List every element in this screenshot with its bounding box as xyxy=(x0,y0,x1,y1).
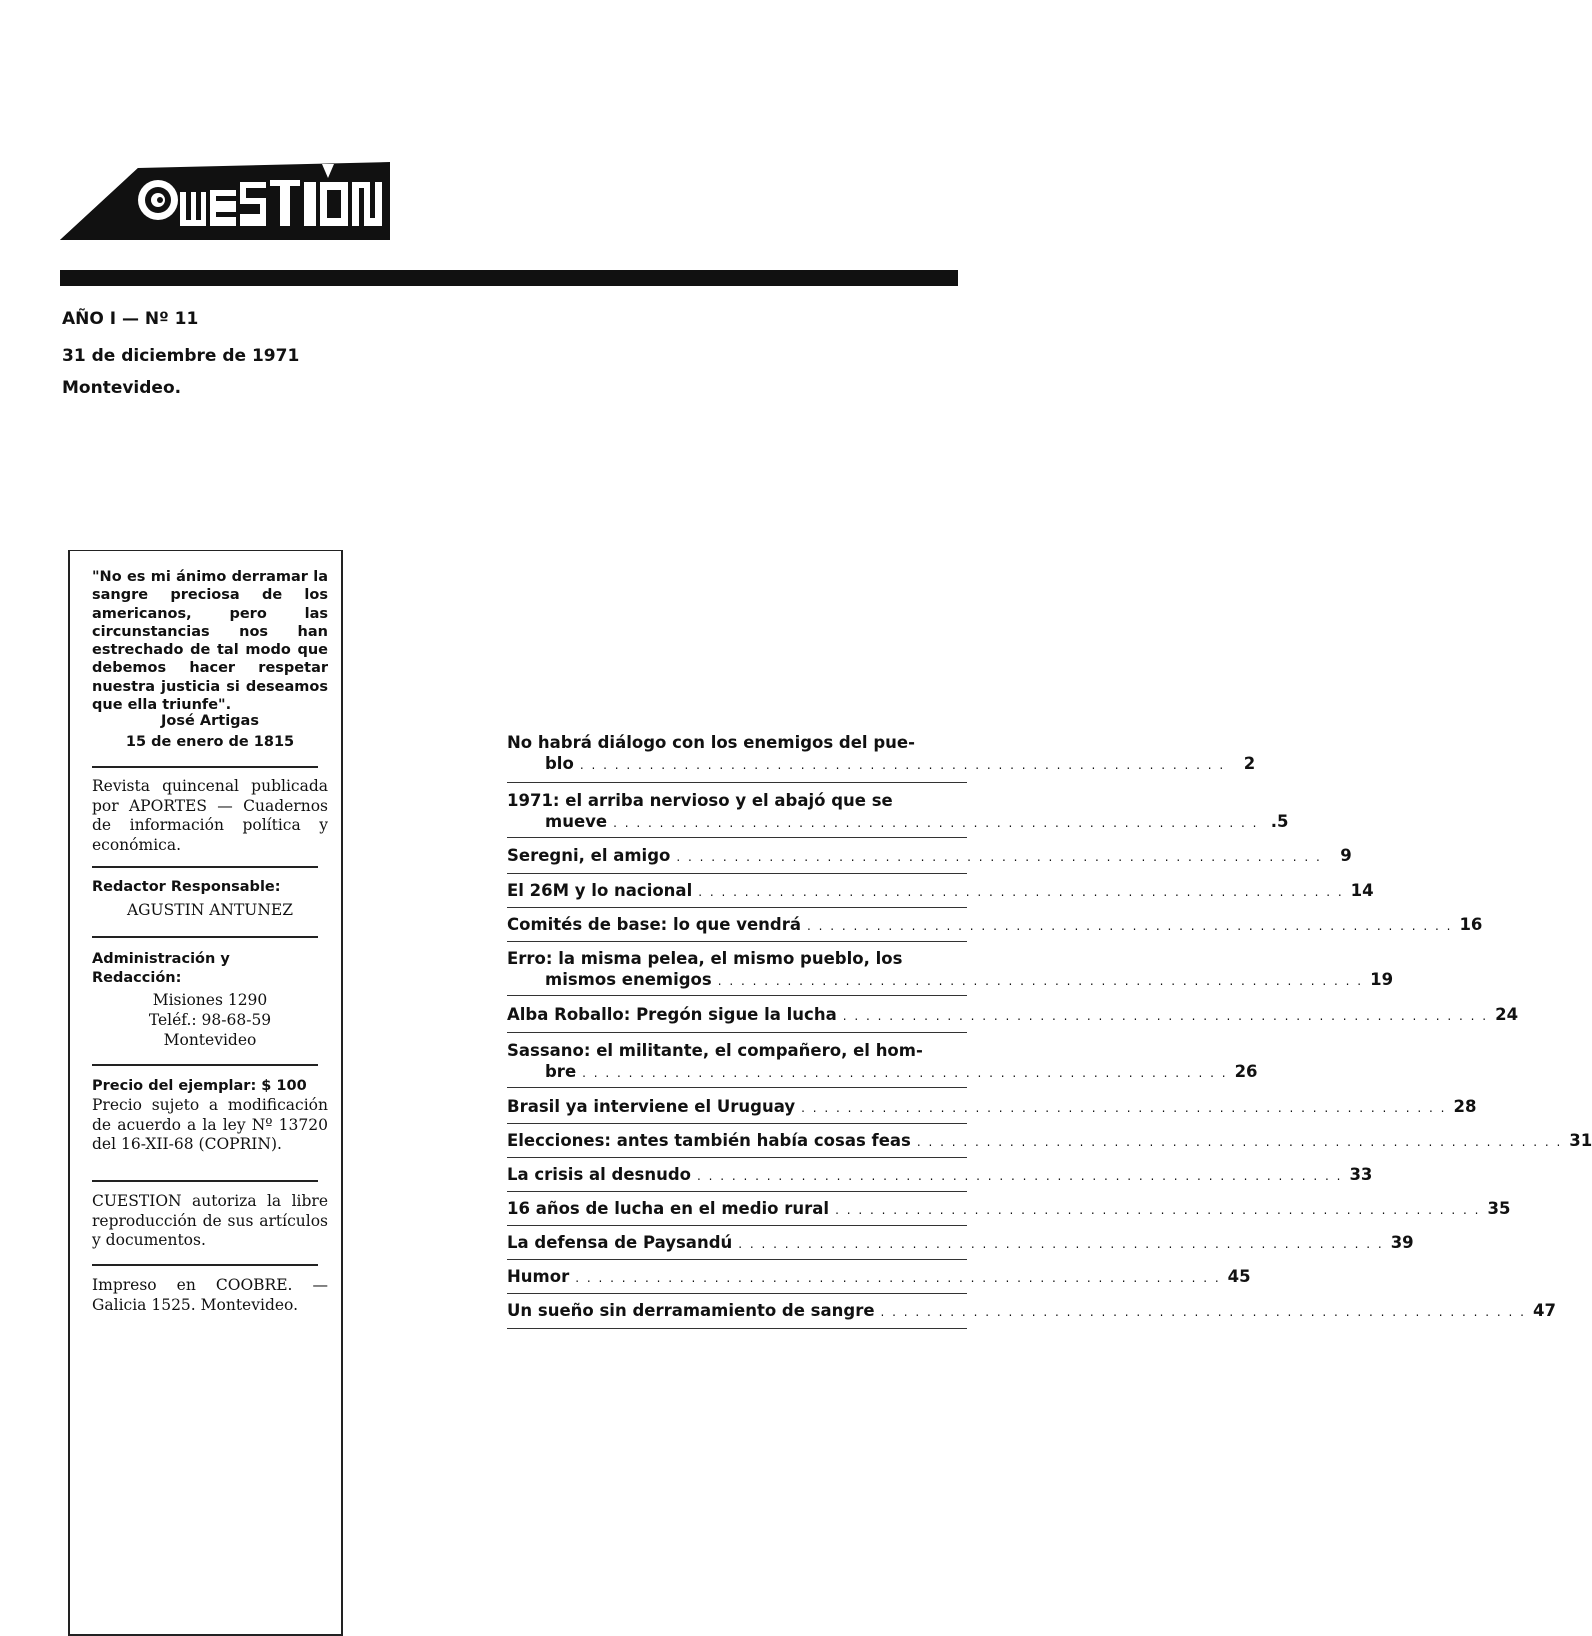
admin-address: Misiones 1290 xyxy=(152,991,268,1009)
toc-page-number: .5 xyxy=(1270,812,1289,831)
toc-page-number: 19 xyxy=(1370,970,1394,989)
info-box-left-border xyxy=(68,550,70,1635)
issue-date: 31 de diciembre de 1971 xyxy=(62,346,300,366)
toc-entry-title: Sassano: el militante, el compañero, el hom- xyxy=(507,1041,923,1060)
toc-leader-dots: . . . . . . . . . . . . . . . . . . . . . . . . . . . . . . . . . . . . . . . . . . . . . . . . . . . . . . . . xyxy=(807,919,1453,933)
toc-page-number: 33 xyxy=(1349,1165,1373,1184)
divider xyxy=(92,1264,318,1266)
toc-divider xyxy=(507,1032,967,1033)
price-label: Precio del ejemplar: $ 100 xyxy=(92,1078,307,1094)
toc-entry-title: Brasil ya interviene el Uruguay xyxy=(507,1097,796,1116)
toc-entry-title: Erro: la misma pelea, el mismo pueblo, los xyxy=(507,949,903,968)
toc-leader-dots: . . . . . . . . . . . . . . . . . . . . . . . . . . . . . . . . . . . . . . . . . . . . . . . . . . . . . . . . xyxy=(916,1135,1563,1149)
toc-leader-dots: . . . . . . . . . . . . . . . . . . . . . . . . . . . . . . . . . . . . . . . . . . . . . . . . . . . . . . . . xyxy=(801,1101,1447,1115)
toc-divider xyxy=(507,1225,967,1226)
toc-entry xyxy=(507,914,1483,937)
toc-entry-title: La defensa de Paysandú xyxy=(507,1233,733,1252)
toc-leader-dots: . . . . . . . . . . . . . . . . . . . . . . . . . . . . . . . . . . . . . . . . . . . . . . . . . . . . . . . . xyxy=(698,885,1344,899)
toc-leader-dots: . . . . . . . . . . . . . . . . . . . . . . . . . . . . . . . . . . . . . . . . . . . . . . . . . . . . . . . . xyxy=(842,1009,1489,1023)
toc-leader-dots: . . . . . . . . . . . . . . . . . . . . . . . . . . . . . . . . . . . . . . . . . . . . . . . . . . . . . . . . xyxy=(697,1169,1343,1183)
toc-divider xyxy=(507,1123,967,1124)
toc-entry-title: blo xyxy=(545,754,574,773)
toc-page-number: 2 xyxy=(1243,754,1256,773)
toc-leader-dots: . . . . . . . . . . . . . . . . . . . . . . . . . . . . . . . . . . . . . . . . . . . . . . . . . . . . . . . . xyxy=(717,974,1364,988)
toc-entry-title: Alba Roballo: Pregón sigue la lucha xyxy=(507,1005,837,1024)
toc-leader-dots: . . . . . . . . . . . . . . . . . . . . . . . . . . . . . . . . . . . . . . . . . . . . . . . . . . . . . . . . xyxy=(582,1066,1228,1080)
divider xyxy=(92,936,318,938)
toc-entry xyxy=(507,1130,1592,1153)
toc-entry-title: Un sueño sin derramamiento de sangre xyxy=(507,1301,875,1320)
toc-entry-title: mismos enemigos xyxy=(545,970,712,989)
toc-entry-title: El 26M y lo nacional xyxy=(507,881,693,900)
logo-graphic xyxy=(60,160,390,246)
toc-leader-dots: . . . . . . . . . . . . . . . . . . . . . . . . . . . . . . . . . . . . . . . . . . . . . . . . . . . . . . . . xyxy=(579,758,1226,772)
admin-city: Montevideo xyxy=(163,1031,257,1049)
toc-page-number: 35 xyxy=(1487,1199,1511,1218)
toc-divider xyxy=(507,873,967,874)
toc-page-number: 9 xyxy=(1340,846,1352,865)
info-box-right-border xyxy=(341,550,343,1635)
toc-leader-dots: . . . . . . . . . . . . . . . . . . . . . . . . . . . . . . . . . . . . . . . . . . . . . . . . . . . . . . . . xyxy=(880,1305,1526,1319)
divider xyxy=(92,866,318,868)
divider xyxy=(92,1180,318,1182)
issue-number: AÑO I — Nº 11 xyxy=(62,309,199,329)
divider xyxy=(92,1064,318,1066)
quote-author: José Artigas xyxy=(161,713,259,729)
toc-entry xyxy=(507,790,1289,834)
toc-leader-dots: . . . . . . . . . . . . . . . . . . . . . . . . . . . . . . . . . . . . . . . . . . . . . . . . . . . . . . . . xyxy=(613,816,1259,830)
toc-divider xyxy=(507,941,967,942)
toc-divider xyxy=(507,1328,967,1329)
toc-entry-title: La crisis al desnudo xyxy=(507,1165,692,1184)
toc-entry-title: Comités de base: lo que vendrá xyxy=(507,915,801,934)
info-box-bottom-border xyxy=(68,1634,343,1636)
toc-entry-title: 16 años de lucha en el medio rural xyxy=(507,1199,830,1218)
editor-label: Redactor Responsable: xyxy=(92,879,281,895)
toc-divider xyxy=(507,1157,967,1158)
toc-entry xyxy=(507,1096,1477,1119)
toc-entry xyxy=(507,732,1256,776)
toc-leader-dots: . . . . . . . . . . . . . . . . . . . . . . . . . . . . . . . . . . . . . . . . . . . . . . . . . . . . . . . . xyxy=(738,1237,1384,1251)
toc-entry-title: mueve xyxy=(545,812,608,831)
toc-entry-title: Seregni, el amigo xyxy=(507,846,671,865)
toc-entry xyxy=(507,1300,1556,1323)
toc-entry-title: Elecciones: antes también había cosas feas xyxy=(507,1131,911,1150)
divider xyxy=(92,766,318,768)
toc-entry xyxy=(507,845,1352,868)
toc-divider xyxy=(507,995,967,996)
toc-page-number: 14 xyxy=(1350,881,1374,900)
toc-entry xyxy=(507,1040,1258,1084)
toc-entry-title: No habrá diálogo con los enemigos del pue- xyxy=(507,733,915,752)
toc-page-number: 31 xyxy=(1569,1131,1592,1150)
toc-entry xyxy=(507,948,1394,992)
editor-name: AGUSTIN ANTUNEZ xyxy=(126,901,293,919)
toc-page-number: 26 xyxy=(1234,1062,1258,1081)
toc-entry xyxy=(507,1004,1519,1027)
toc-divider xyxy=(507,1087,967,1088)
admin-phone: Teléf.: 98-68-59 xyxy=(148,1011,272,1029)
toc-entry-title: bre xyxy=(545,1062,577,1081)
toc-divider xyxy=(507,907,967,908)
toc-entry xyxy=(507,1164,1373,1187)
toc-page-number: 28 xyxy=(1453,1097,1477,1116)
issue-city: Montevideo. xyxy=(62,378,182,398)
publisher-note: Revista quincenal publicada por APORTES — Cuadernos de información política y económica. xyxy=(92,777,328,854)
toc-page-number: 16 xyxy=(1459,915,1483,934)
toc-page-number: 24 xyxy=(1495,1005,1519,1024)
reproduction-note: CUESTION autoriza la libre reproducción de sus artículos y documentos. xyxy=(92,1192,328,1249)
toc-divider xyxy=(507,1191,967,1192)
toc-divider xyxy=(507,1259,967,1260)
toc-entry xyxy=(507,1232,1414,1255)
toc-leader-dots: . . . . . . . . . . . . . . . . . . . . . . . . . . . . . . . . . . . . . . . . . . . . . . . . . . . . . . . . xyxy=(676,850,1322,864)
toc-entry xyxy=(507,1266,1251,1289)
masthead-logo xyxy=(60,160,390,246)
toc-divider xyxy=(507,1293,967,1294)
toc-entry-title: 1971: el arriba nervioso y el abajó que se xyxy=(507,791,893,810)
toc-leader-dots: . . . . . . . . . . . . . . . . . . . . . . . . . . . . . . . . . . . . . . . . . . . . . . . . . . . . . . . . xyxy=(835,1203,1481,1217)
toc-leader-dots: . . . . . . . . . . . . . . . . . . . . . . . . . . . . . . . . . . . . . . . . . . . . . . . . . . . . . . . . xyxy=(575,1271,1221,1285)
price-note: Precio sujeto a modificación de acuerdo a la ley Nº 13720 del 16-XII-68 (COPRIN). xyxy=(92,1096,328,1153)
toc-divider xyxy=(507,837,967,838)
quote-date: 15 de enero de 1815 xyxy=(125,734,295,750)
artigas-quote: "No es mi ánimo derramar la sangre preciosa de los americanos, pero las circunstancias nos han estrechado de tal modo que debemos hacer respetar nuestra justicia si deseamos que ella triunfe". xyxy=(92,569,328,714)
toc-page-number: 47 xyxy=(1532,1301,1556,1320)
toc-entry xyxy=(507,880,1374,903)
admin-label: Administración y Redacción: xyxy=(92,951,230,986)
toc-entry-title: Humor xyxy=(507,1267,570,1286)
toc-page-number: 39 xyxy=(1390,1233,1414,1252)
toc-page-number: 45 xyxy=(1227,1267,1251,1286)
toc-divider xyxy=(507,782,967,783)
printer-note: Impreso en COOBRE. — Galicia 1525. Montevideo. xyxy=(92,1276,328,1314)
toc-entry xyxy=(507,1198,1511,1221)
masthead-rule xyxy=(60,270,958,286)
